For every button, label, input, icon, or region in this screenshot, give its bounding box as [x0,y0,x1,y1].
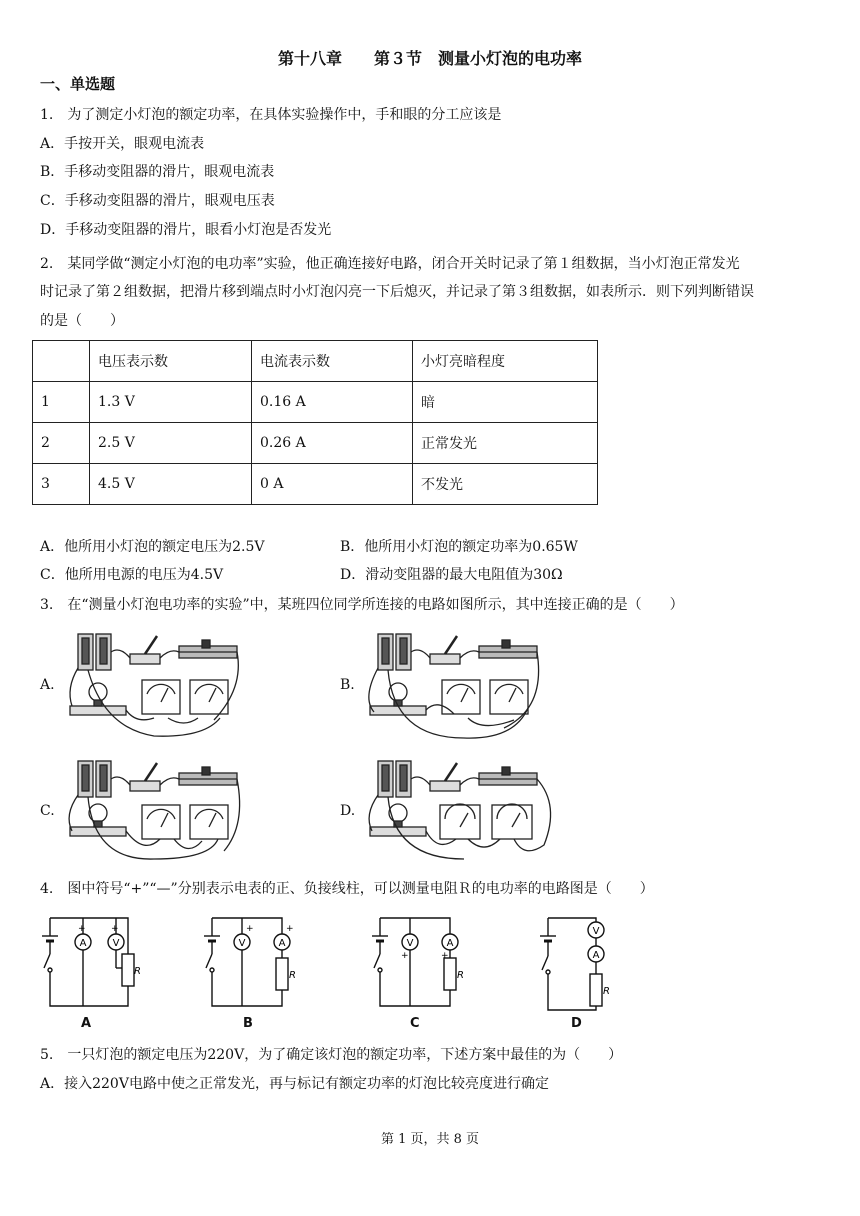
circuit-label-b: B [243,1016,253,1031]
ammeter-symbol: A [278,938,286,949]
resistor-label: R [457,970,464,981]
voltmeter-symbol: V [592,926,600,937]
page-footer: 第 1 页，共 8 页 [380,1132,480,1147]
svg-text:+: + [78,924,86,934]
table-header-cell [33,341,90,382]
q3-label-b: B. [340,677,355,693]
q3-label-a: A. [40,677,55,693]
table-row [33,382,598,423]
q2-option-a: A．他所用小灯泡的额定电压为2.5V [40,539,265,555]
q3-label-d: D. [340,803,356,819]
page-title: 第十八章 第３节 测量小灯泡的电功率 [277,49,582,68]
q3-stem: 3. 在“测量小灯泡电功率的实验”中，某班四位同学所连接的电路如图所示，其中连接正确的是（ ） [40,597,684,613]
q2-data-table [32,340,598,505]
svg-text:+: + [441,951,449,961]
table-header-cell: 小灯亮暗程度 [413,341,598,382]
table-cell: 不发光 [413,464,598,505]
table-row [33,464,598,505]
table-header-cell: 电压表示数 [90,341,252,382]
q5-option-a: A．接入220V电路中使之正常发光，再与标记有额定功率的灯泡比较亮度进行确定 [40,1076,549,1092]
resistor-label: R [134,966,141,977]
table-row [33,423,598,464]
section-heading: 一、单选题 [40,75,116,93]
table-cell: 0.26 A [252,423,413,464]
table-cell: 4.5 V [90,464,252,505]
q4-stem: 4. 图中符号“+”“—”分别表示电表的正、负接线柱，可以测量电阻Ｒ的电功率的电路图是（ ） [40,881,654,897]
table-cell: 正常发光 [413,423,598,464]
q1-stem: 1. 为了测定小灯泡的额定功率，在具体实验操作中，手和眼的分工应该是 [40,107,502,123]
q1-option-b: B．手移动变阻器的滑片，眼观电流表 [40,164,275,180]
circuit-figure-c [368,910,468,1022]
table-cell: 3 [33,464,90,505]
q2-option-d: D．滑动变阻器的最大电阻值为30Ω [340,567,563,583]
table-cell: 0 A [252,464,413,505]
ammeter-symbol: A [79,938,87,949]
table-header-cell: 电流表示数 [252,341,413,382]
voltmeter-symbol: V [112,938,120,949]
ammeter-symbol: A [592,950,600,961]
table-cell: 1.3 V [90,382,252,423]
q1-option-c: C．手移动变阻器的滑片，眼观电压表 [40,193,275,209]
svg-text:+: + [111,924,119,934]
resistor-label: R [603,986,610,997]
table-cell: 2 [33,423,90,464]
svg-text:+: + [246,924,254,934]
q1-option-d: D．手移动变阻器的滑片，眼看小灯泡是否发光 [40,222,332,238]
apparatus-figure-a [64,628,244,743]
q5-stem: 5. 一只灯泡的额定电压为220V，为了确定该灯泡的额定功率，下述方案中最佳的为（ ） [40,1047,623,1063]
table-header-row [33,341,598,382]
q2-option-b: B．他所用小灯泡的额定功率为0.65W [340,539,578,555]
voltmeter-symbol: V [406,938,414,949]
circuit-label-c: C [410,1016,420,1031]
q2-stem-line3: 的是（ ） [40,313,124,329]
table-cell: 暗 [413,382,598,423]
q3-label-c: C. [40,803,55,819]
apparatus-figure-c [64,755,244,870]
svg-text:+: + [286,924,294,934]
circuit-label-d: D [571,1016,582,1031]
q2-stem-line1: 2. 某同学做“测定小灯泡的电功率”实验，他正确连接好电路，闭合开关时记录了第１组数据，当小灯泡正常发光 [40,256,740,272]
table-cell: 0.16 A [252,382,413,423]
q2-option-c: C．他所用电源的电压为4.5V [40,567,224,583]
resistor-label: R [289,970,296,981]
ammeter-symbol: A [446,938,454,949]
apparatus-figure-b [364,628,544,743]
q1-option-a: A．手按开关，眼观电流表 [40,136,205,152]
circuit-figure-a [38,910,141,1022]
q2-stem-line2: 时记录了第２组数据，把滑片移到端点时小灯泡闪亮一下后熄灭，并记录了第３组数据，如表所示．则下列判断错误 [40,284,754,300]
circuit-label-a: A [81,1016,92,1031]
voltmeter-symbol: V [238,938,246,949]
circuit-figure-b [200,910,300,1022]
circuit-figure-d [536,910,636,1022]
apparatus-figure-d [364,755,564,870]
table-cell: 2.5 V [90,423,252,464]
svg-text:+: + [401,951,409,961]
table-cell: 1 [33,382,90,423]
